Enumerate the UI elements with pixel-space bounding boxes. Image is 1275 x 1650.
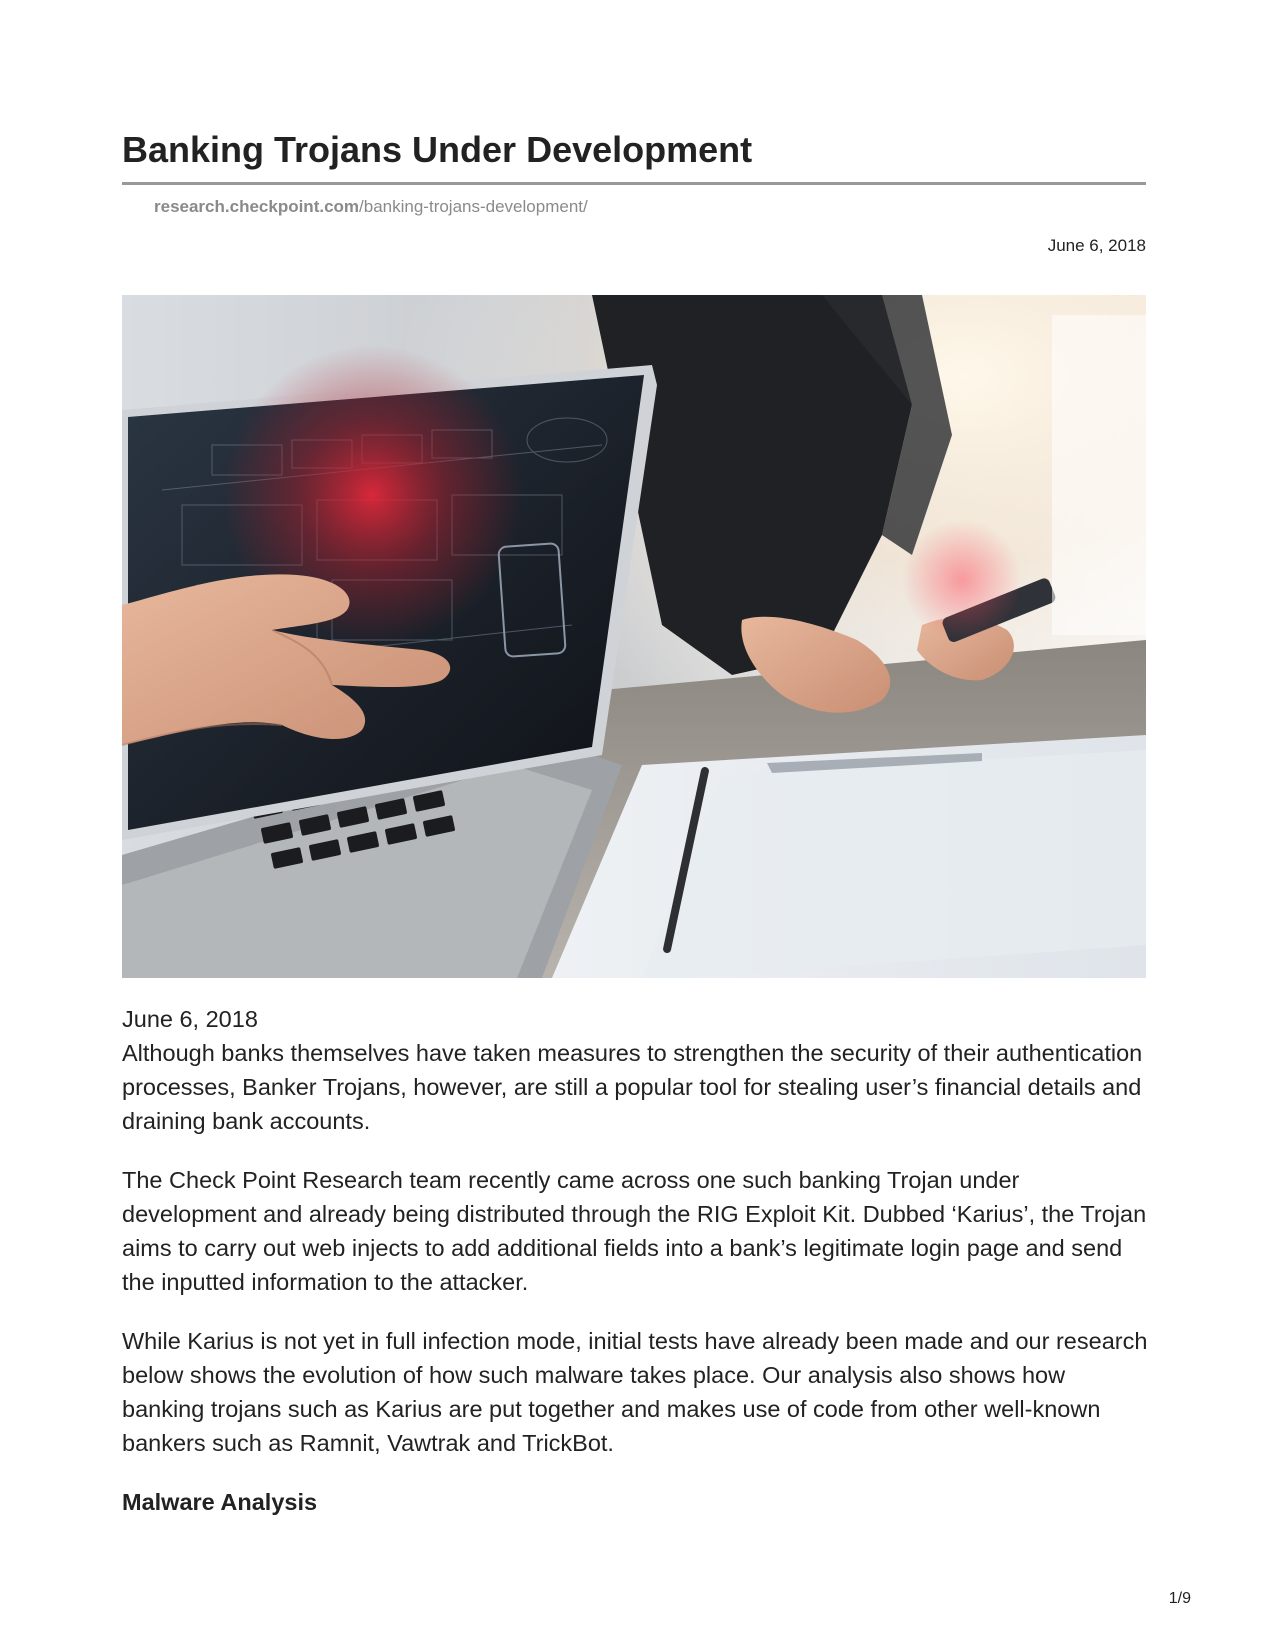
source-domain[interactable]: research.checkpoint.com [154,197,360,216]
header-date: June 6, 2018 [1047,236,1146,255]
article-paragraph: Although banks themselves have taken measures to strengthen the security of their authentication processes, Banker Trojans, however, are still a popular tool for stealing user’s financial details and draining bank accounts. [122,1040,1143,1134]
article-body [122,1002,1152,1519]
article-paragraph: While Karius is not yet in full infection mode, initial tests have already been made and our research below shows the evolution of how such malware takes place. Our analysis also shows how banking trojans such as Karius are put together and makes use of code from other well-known bankers such as Ramnit, Vawtrak and TrickBot. [122,1328,1148,1456]
source-path[interactable]: /banking-trojans-development/ [359,197,588,216]
source-url[interactable] [154,196,588,218]
hero-illustration [122,295,1146,978]
article-paragraph: The Check Point Research team recently came across one such banking Trojan under development and already being distributed through the RIG Exploit Kit. Dubbed ‘Karius’, the Trojan aims to carry out web injects to add additional fields into a bank’s legitimate login page and send the inputted information to the attacker. [122,1167,1147,1295]
hero-image [122,295,1146,978]
section-heading: Malware Analysis [122,1489,318,1515]
title-divider [122,182,1146,185]
page-title: Banking Trojans Under Development [122,129,753,170]
article-date: June 6, 2018 [122,1006,258,1032]
page-number: 1/9 [1168,1590,1191,1607]
